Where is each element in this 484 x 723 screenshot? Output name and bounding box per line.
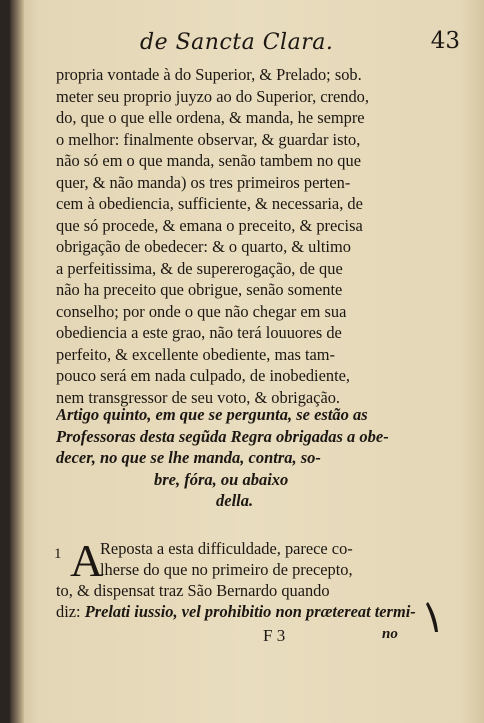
text-line: conselho; por onde o que não chegar em sua — [56, 301, 347, 321]
heading-line: decer, no que se lhe manda, contra, so- — [56, 448, 321, 467]
answer-paragraph — [54, 535, 466, 622]
text-line: nem transgressor de seu voto, & obrigação. — [56, 387, 341, 407]
text-line: cem à obediencia, sufficiente, & necessaria, de — [56, 194, 363, 213]
text-line: não ha preceito que obrigue, senão somente — [56, 280, 343, 299]
text-line: o melhor: finalmente observar, & guardar isto, — [56, 129, 361, 149]
answer-line: lherse do que no primeiro de precepto, — [100, 560, 353, 579]
signature-mark: F 3 — [263, 626, 286, 645]
text-line: propria vontade à do Superior, & Prelado; sob. — [56, 65, 362, 84]
heading-line: Artigo quinto, em que se pergunta, se estão as — [56, 405, 368, 424]
book-page — [10, 0, 484, 723]
running-head: de Sancta Clara. — [140, 30, 334, 55]
catchword: no — [382, 626, 398, 642]
page-number: 43 — [430, 28, 460, 54]
answer-line: to, & dispensat traz São Bernardo quando — [56, 581, 330, 600]
drop-cap: A — [70, 535, 104, 586]
body-text — [56, 64, 460, 408]
ink-stroke-mark — [425, 600, 441, 634]
heading-line: bre, fóra, ou abaixo — [154, 469, 289, 489]
answer-line — [56, 601, 466, 622]
text-line: meter seu proprio juyzo ao do Superior, crendo, — [56, 86, 369, 106]
text-line: que só procede, & emana o preceito, & precisa — [56, 215, 363, 235]
text-line: quer, & não manda) os tres primeiros perten- — [56, 172, 351, 192]
page-header — [100, 28, 460, 60]
text-line: não só em o que manda, senão tambem no que — [56, 151, 361, 170]
text-line: do, que o que elle ordena, & manda, he sempre — [56, 108, 365, 127]
book-gutter — [10, 0, 24, 723]
article-heading — [56, 404, 466, 512]
text-line: perfeito, & excellente obediente, mas tam- — [56, 344, 335, 364]
latin-quote: Prelati iussio, vel prohibitio non prætereat termi- — [84, 602, 416, 621]
text-line: obediencia a este grao, não terá louuores de — [56, 323, 342, 342]
text-line: a perfeitissima, & de supererogação, de que — [56, 258, 343, 278]
margin-number: 1 — [54, 546, 62, 562]
text-line: obrigação de obedecer: & o quarto, & ultimo — [56, 237, 351, 256]
heading-line: della. — [216, 491, 254, 510]
text-line: pouco será em nada culpado, de inobediente, — [56, 366, 351, 385]
answer-line: Reposta a esta difficuldade, parece co- — [100, 539, 353, 558]
heading-line: Professoras desta segũda Regra obrigadas a obe- — [56, 426, 389, 446]
answer-line-roman: diz: — [56, 602, 85, 621]
